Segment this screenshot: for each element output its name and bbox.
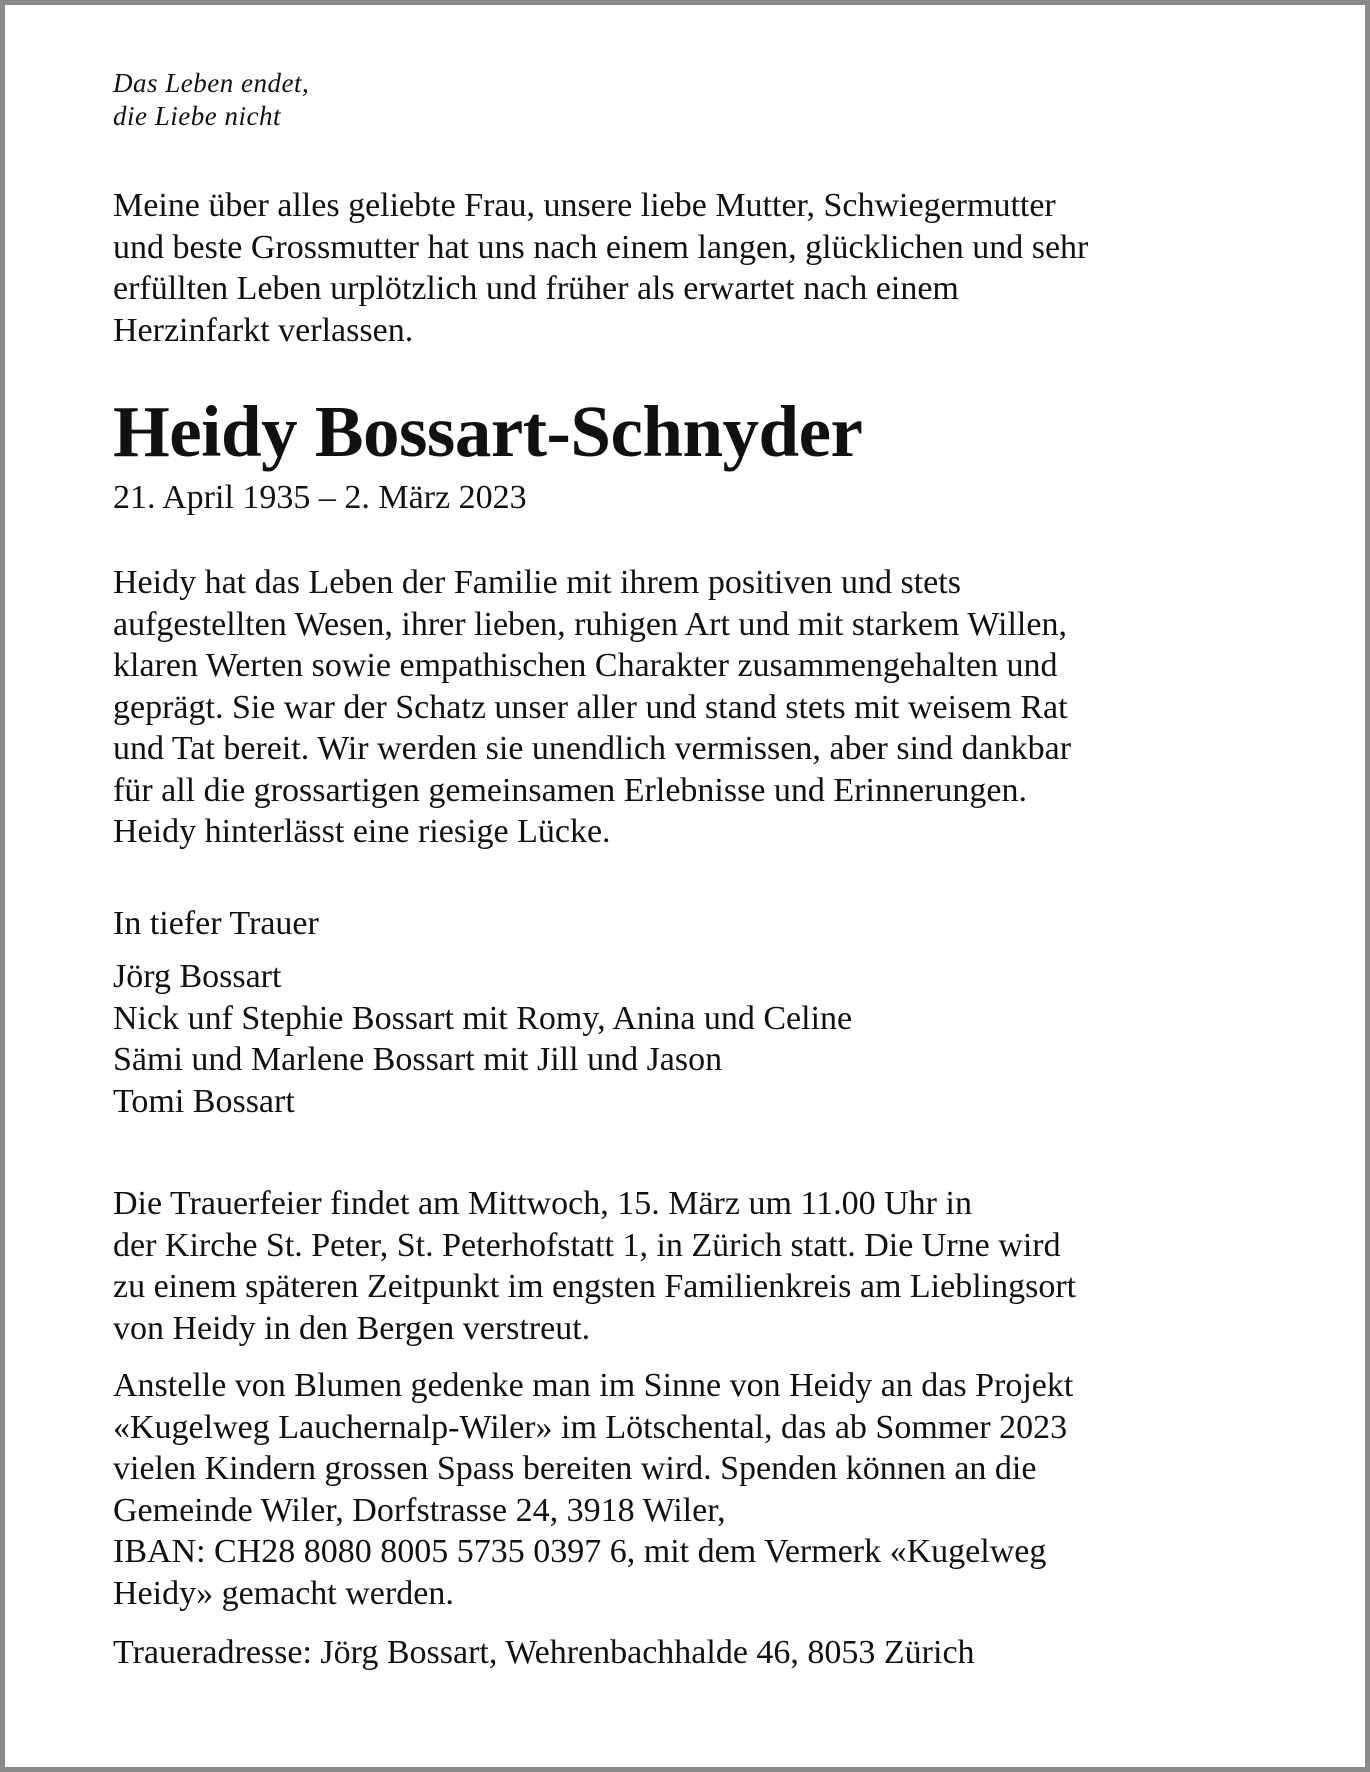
text-line: der Kirche St. Peter, St. Peterhofstatt 1, in Zürich statt. Die Urne wird [113, 1226, 1061, 1264]
text-line: erfüllten Leben urplötzlich und früher als erwartet nach einem [113, 270, 959, 307]
text-line: und beste Grossmutter hat uns nach einem langen, glücklichen und sehr [113, 228, 1089, 266]
text-line: vielen Kindern grossen Spass bereiten wird. Spenden können an die [113, 1450, 1037, 1487]
motto-line: die Liebe nicht [113, 101, 281, 131]
text-line: IBAN: CH28 8080 8005 5735 0397 6, mit dem Vermerk «Kugelweg [113, 1533, 1047, 1570]
text-line: Gemeinde Wiler, Dorfstrasse 24, 3918 Wiler, [113, 1491, 726, 1529]
text-line: aufgestellten Wesen, ihrer lieben, ruhigen Art und mit starkem Willen, [113, 605, 1067, 643]
text-line: Meine über alles geliebte Frau, unsere liebe Mutter, Schwiegermutter [113, 187, 1056, 224]
notice-content [113, 67, 1293, 1674]
mourning-address: Traueradresse: Jörg Bossart, Wehrenbachhalde 46, 8053 Zürich [113, 1634, 975, 1671]
text-line: Heidy» gemacht werden. [113, 1574, 454, 1612]
donation-paragraph [113, 1365, 1293, 1614]
text-line: geprägt. Sie war der Schatz unser aller und stand stets mit weisem Rat [113, 688, 1068, 726]
intro-paragraph [113, 185, 1293, 351]
text-line: Heidy hat das Leben der Familie mit ihrem positiven und stets [113, 564, 961, 601]
family-member: Sämi und Marlene Bossart mit Jill und Jason [113, 1041, 723, 1078]
text-line: für all die grossartigen gemeinsamen Erlebnisse und Erinnerungen. [113, 771, 1027, 809]
family-list [113, 956, 1293, 1122]
deceased-name: Heidy Bossart-Schnyder [113, 391, 863, 472]
text-line: «Kugelweg Lauchernalp-Wiler» im Lötschental, das ab Sommer 2023 [113, 1408, 1068, 1446]
motto-line: Das Leben endet, [113, 68, 310, 98]
text-line: Die Trauerfeier findet am Mittwoch, 15. März um 11.00 Uhr in [113, 1185, 972, 1222]
ceremony-paragraph [113, 1183, 1293, 1349]
text-line: Heidy hinterlässt eine riesige Lücke. [113, 813, 611, 850]
text-line: Herzinfarkt verlassen. [113, 311, 414, 349]
text-line: von Heidy in den Bergen verstreut. [113, 1309, 591, 1347]
text-line: zu einem späteren Zeitpunkt im engsten Familienkreis am Lieblingsort [113, 1268, 1077, 1305]
mourning-heading: In tiefer Trauer [113, 904, 319, 942]
text-line: Anstelle von Blumen gedenke man im Sinne von Heidy an das Projekt [113, 1367, 1074, 1404]
text-line: klaren Werten sowie empathischen Charakter zusammengehalten und [113, 647, 1058, 684]
family-member: Nick unf Stephie Bossart mit Romy, Anina und Celine [113, 999, 853, 1037]
family-member: Jörg Bossart [113, 958, 282, 995]
tribute-paragraph [113, 562, 1293, 853]
text-line: und Tat bereit. Wir werden sie unendlich vermissen, aber sind dankbar [113, 730, 1072, 767]
life-dates: 21. April 1935 – 2. März 2023 [113, 479, 527, 516]
motto [113, 67, 1293, 133]
family-member: Tomi Bossart [113, 1082, 295, 1120]
